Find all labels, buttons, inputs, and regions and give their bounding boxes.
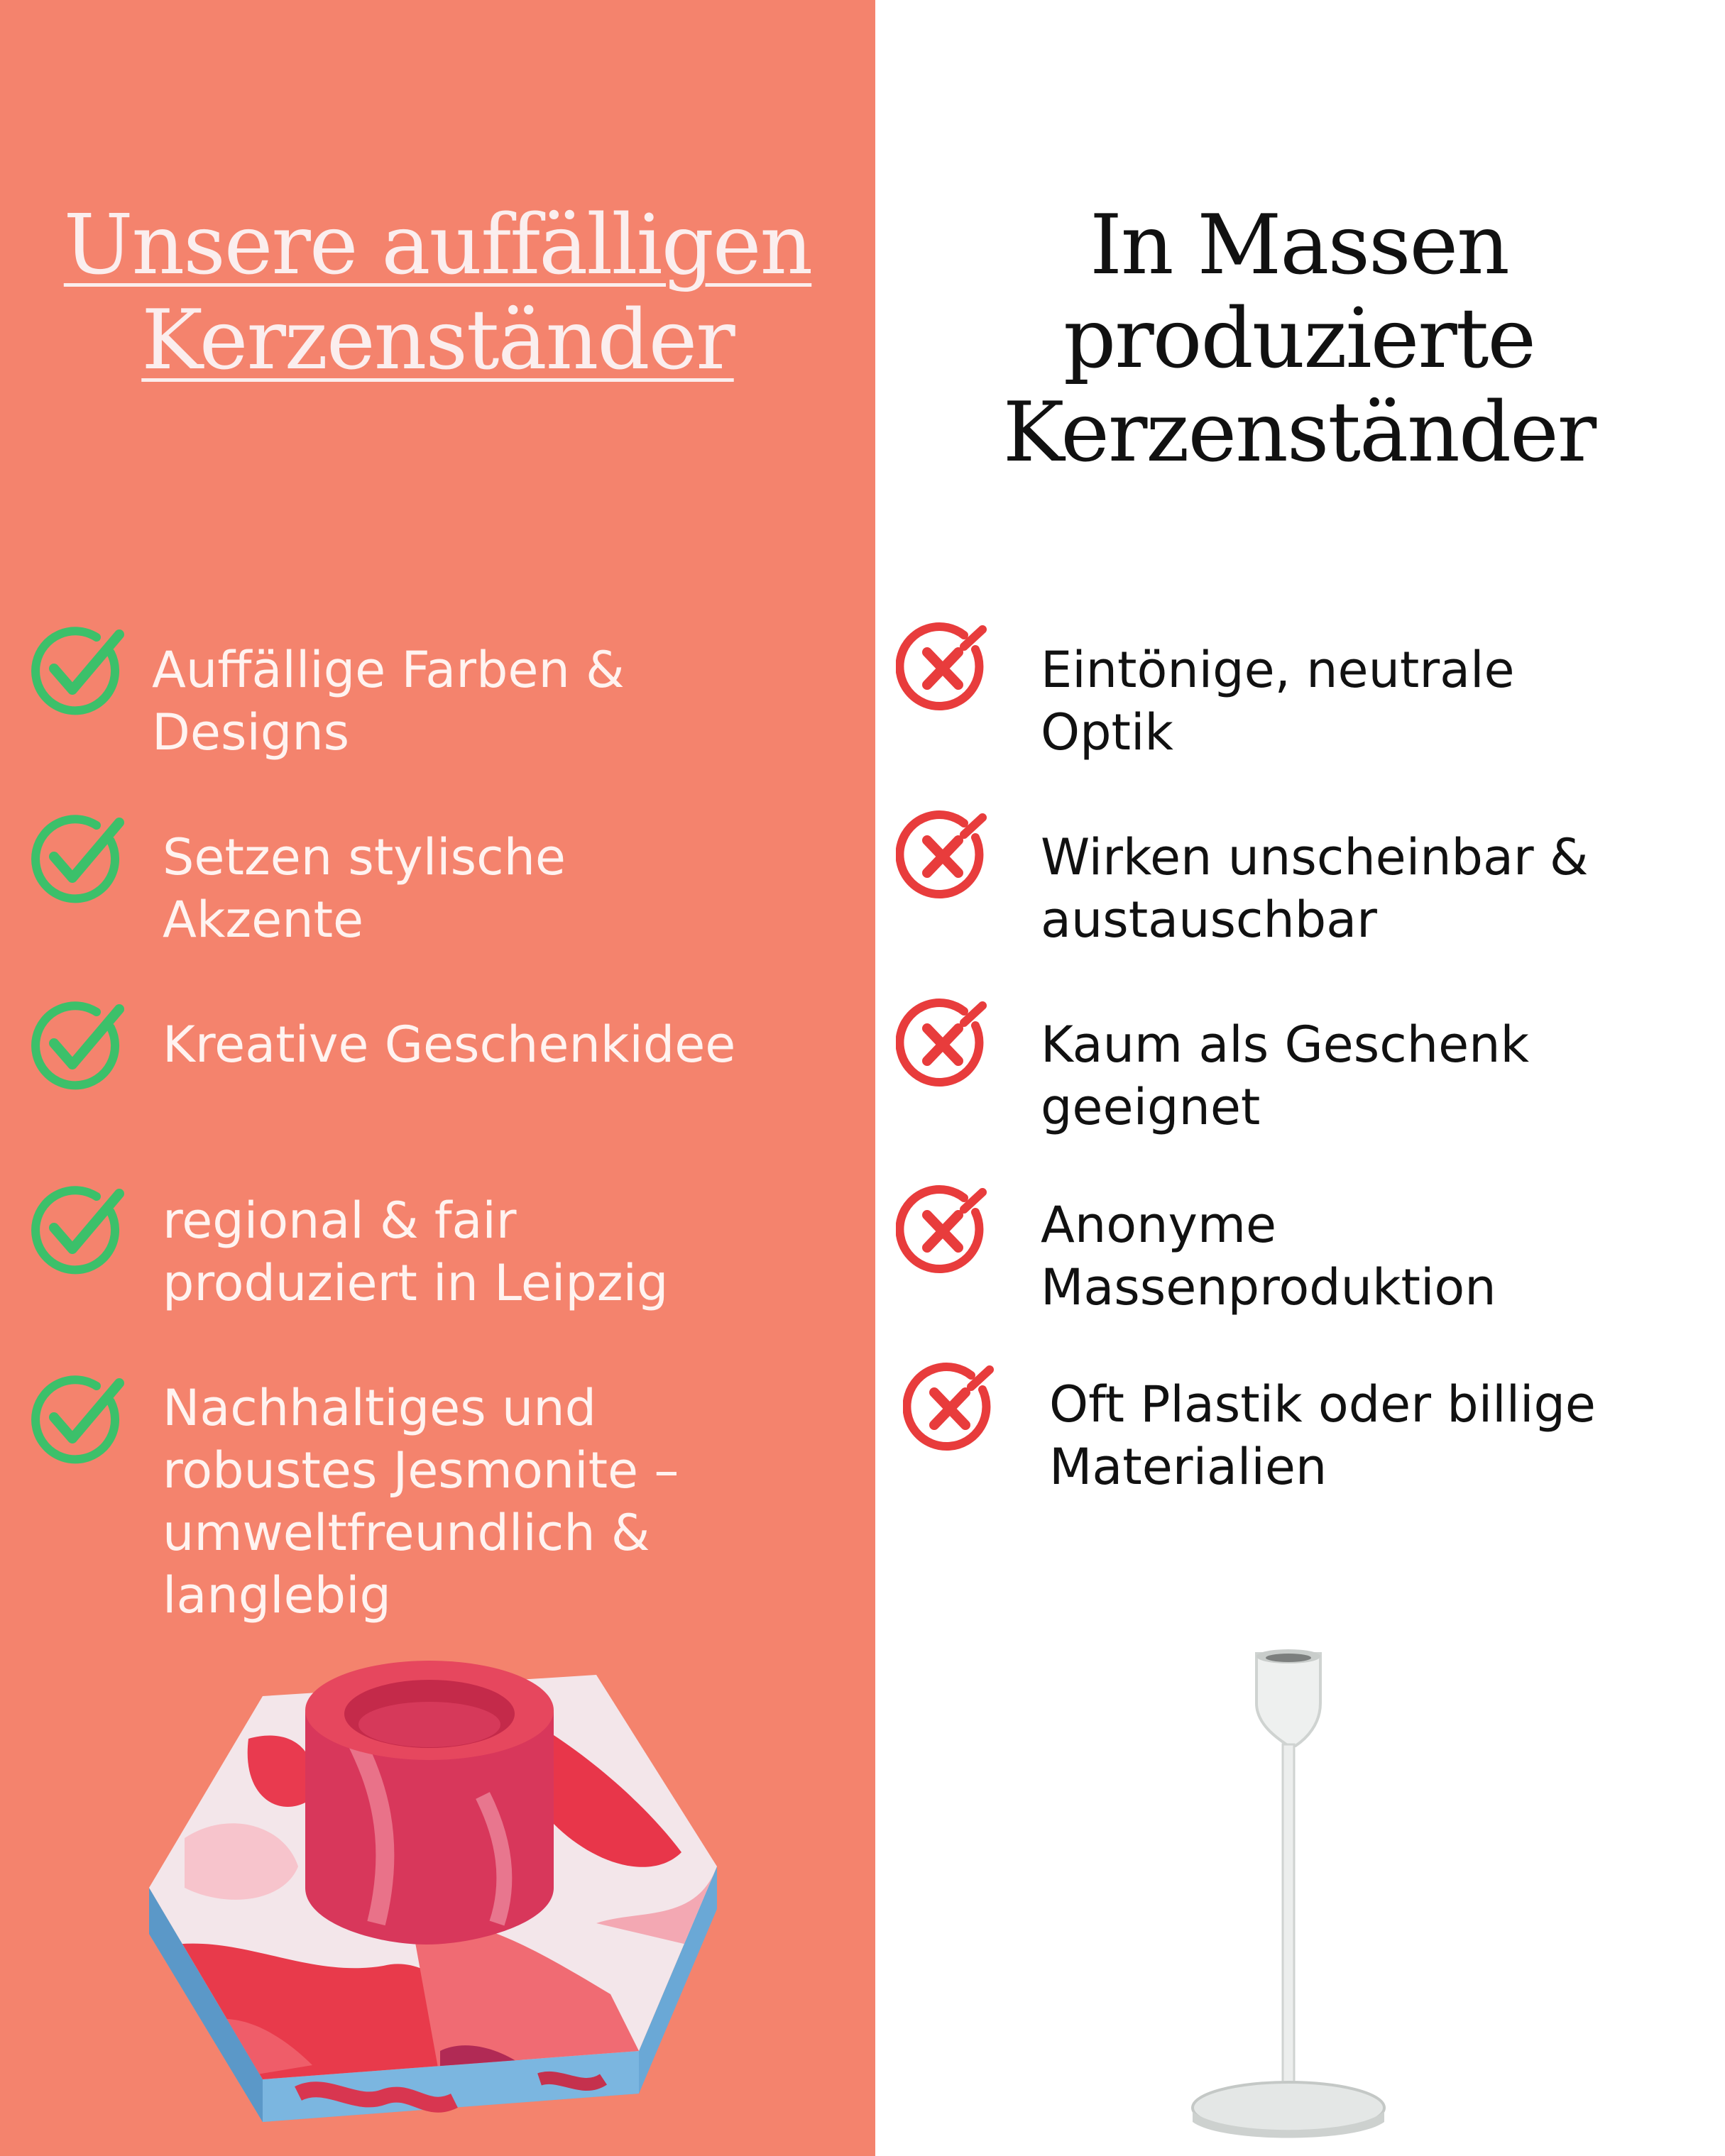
left-item-1 <box>152 639 625 764</box>
left-item-4-line1: regional & fair <box>163 1192 517 1250</box>
right-title-line1: In Massen <box>1090 197 1508 293</box>
check-circle-icon <box>31 999 125 1093</box>
left-item-5-line1: Nachhaltiges und <box>163 1379 597 1437</box>
right-item-5-line2: Materialien <box>1049 1438 1327 1496</box>
right-item-1-line1: Eintönige, neutrale <box>1041 641 1515 699</box>
left-item-3-line1: Kreative Geschenkidee <box>163 1016 736 1074</box>
x-circle-icon <box>896 621 990 715</box>
right-item-1 <box>1041 639 1515 764</box>
left-item-4 <box>163 1189 668 1314</box>
check-circle-icon <box>31 1184 125 1277</box>
left-item-1-line2: Designs <box>152 703 350 761</box>
left-item-2-line2: Akzente <box>163 891 364 949</box>
left-title <box>0 199 875 387</box>
left-item-2-line1: Setzen stylische <box>163 828 566 886</box>
right-item-5 <box>1049 1373 1596 1498</box>
left-item-2 <box>163 826 566 951</box>
left-item-3 <box>163 1013 735 1076</box>
right-title-line2: produzierte <box>1063 291 1535 387</box>
left-item-1-line1: Auffällige Farben & <box>152 641 625 699</box>
right-title <box>951 199 1647 480</box>
check-circle-icon <box>31 813 125 906</box>
right-item-2-line2: austauschbar <box>1041 891 1377 949</box>
right-item-1-line2: Optik <box>1041 703 1173 761</box>
left-title-line2: Kerzenständer <box>141 292 734 388</box>
x-circle-icon <box>896 997 990 1091</box>
x-circle-icon <box>896 809 990 903</box>
x-circle-icon <box>896 1184 990 1277</box>
left-item-5-line3: umweltfreundlich & <box>163 1504 650 1562</box>
colorful-candle-holder-image <box>142 1654 724 2122</box>
right-title-line3: Kerzenständer <box>1002 385 1596 480</box>
right-item-2 <box>1041 826 1589 951</box>
left-item-5-line4: langlebig <box>163 1566 391 1624</box>
right-item-3-line2: geeignet <box>1041 1078 1261 1136</box>
right-item-4 <box>1041 1194 1496 1319</box>
right-item-2-line1: Wirken unscheinbar & <box>1041 828 1589 886</box>
right-item-3-line1: Kaum als Geschenk <box>1041 1016 1530 1074</box>
left-item-5-line2: robustes Jesmonite – <box>163 1441 679 1500</box>
check-circle-icon <box>31 1373 125 1467</box>
left-title-line1: Unsere auffälligen <box>63 197 812 293</box>
check-circle-icon <box>31 625 125 718</box>
white-candle-holder-image <box>1164 1646 1420 2143</box>
x-circle-icon <box>903 1361 997 1455</box>
left-item-4-line2: produziert in Leipzig <box>163 1254 669 1312</box>
right-item-4-line1: Anonyme <box>1041 1196 1277 1254</box>
right-item-5-line1: Oft Plastik oder billige <box>1049 1375 1596 1434</box>
left-item-5 <box>163 1377 679 1627</box>
right-item-4-line2: Massenproduktion <box>1041 1258 1496 1316</box>
right-item-3 <box>1041 1013 1529 1138</box>
